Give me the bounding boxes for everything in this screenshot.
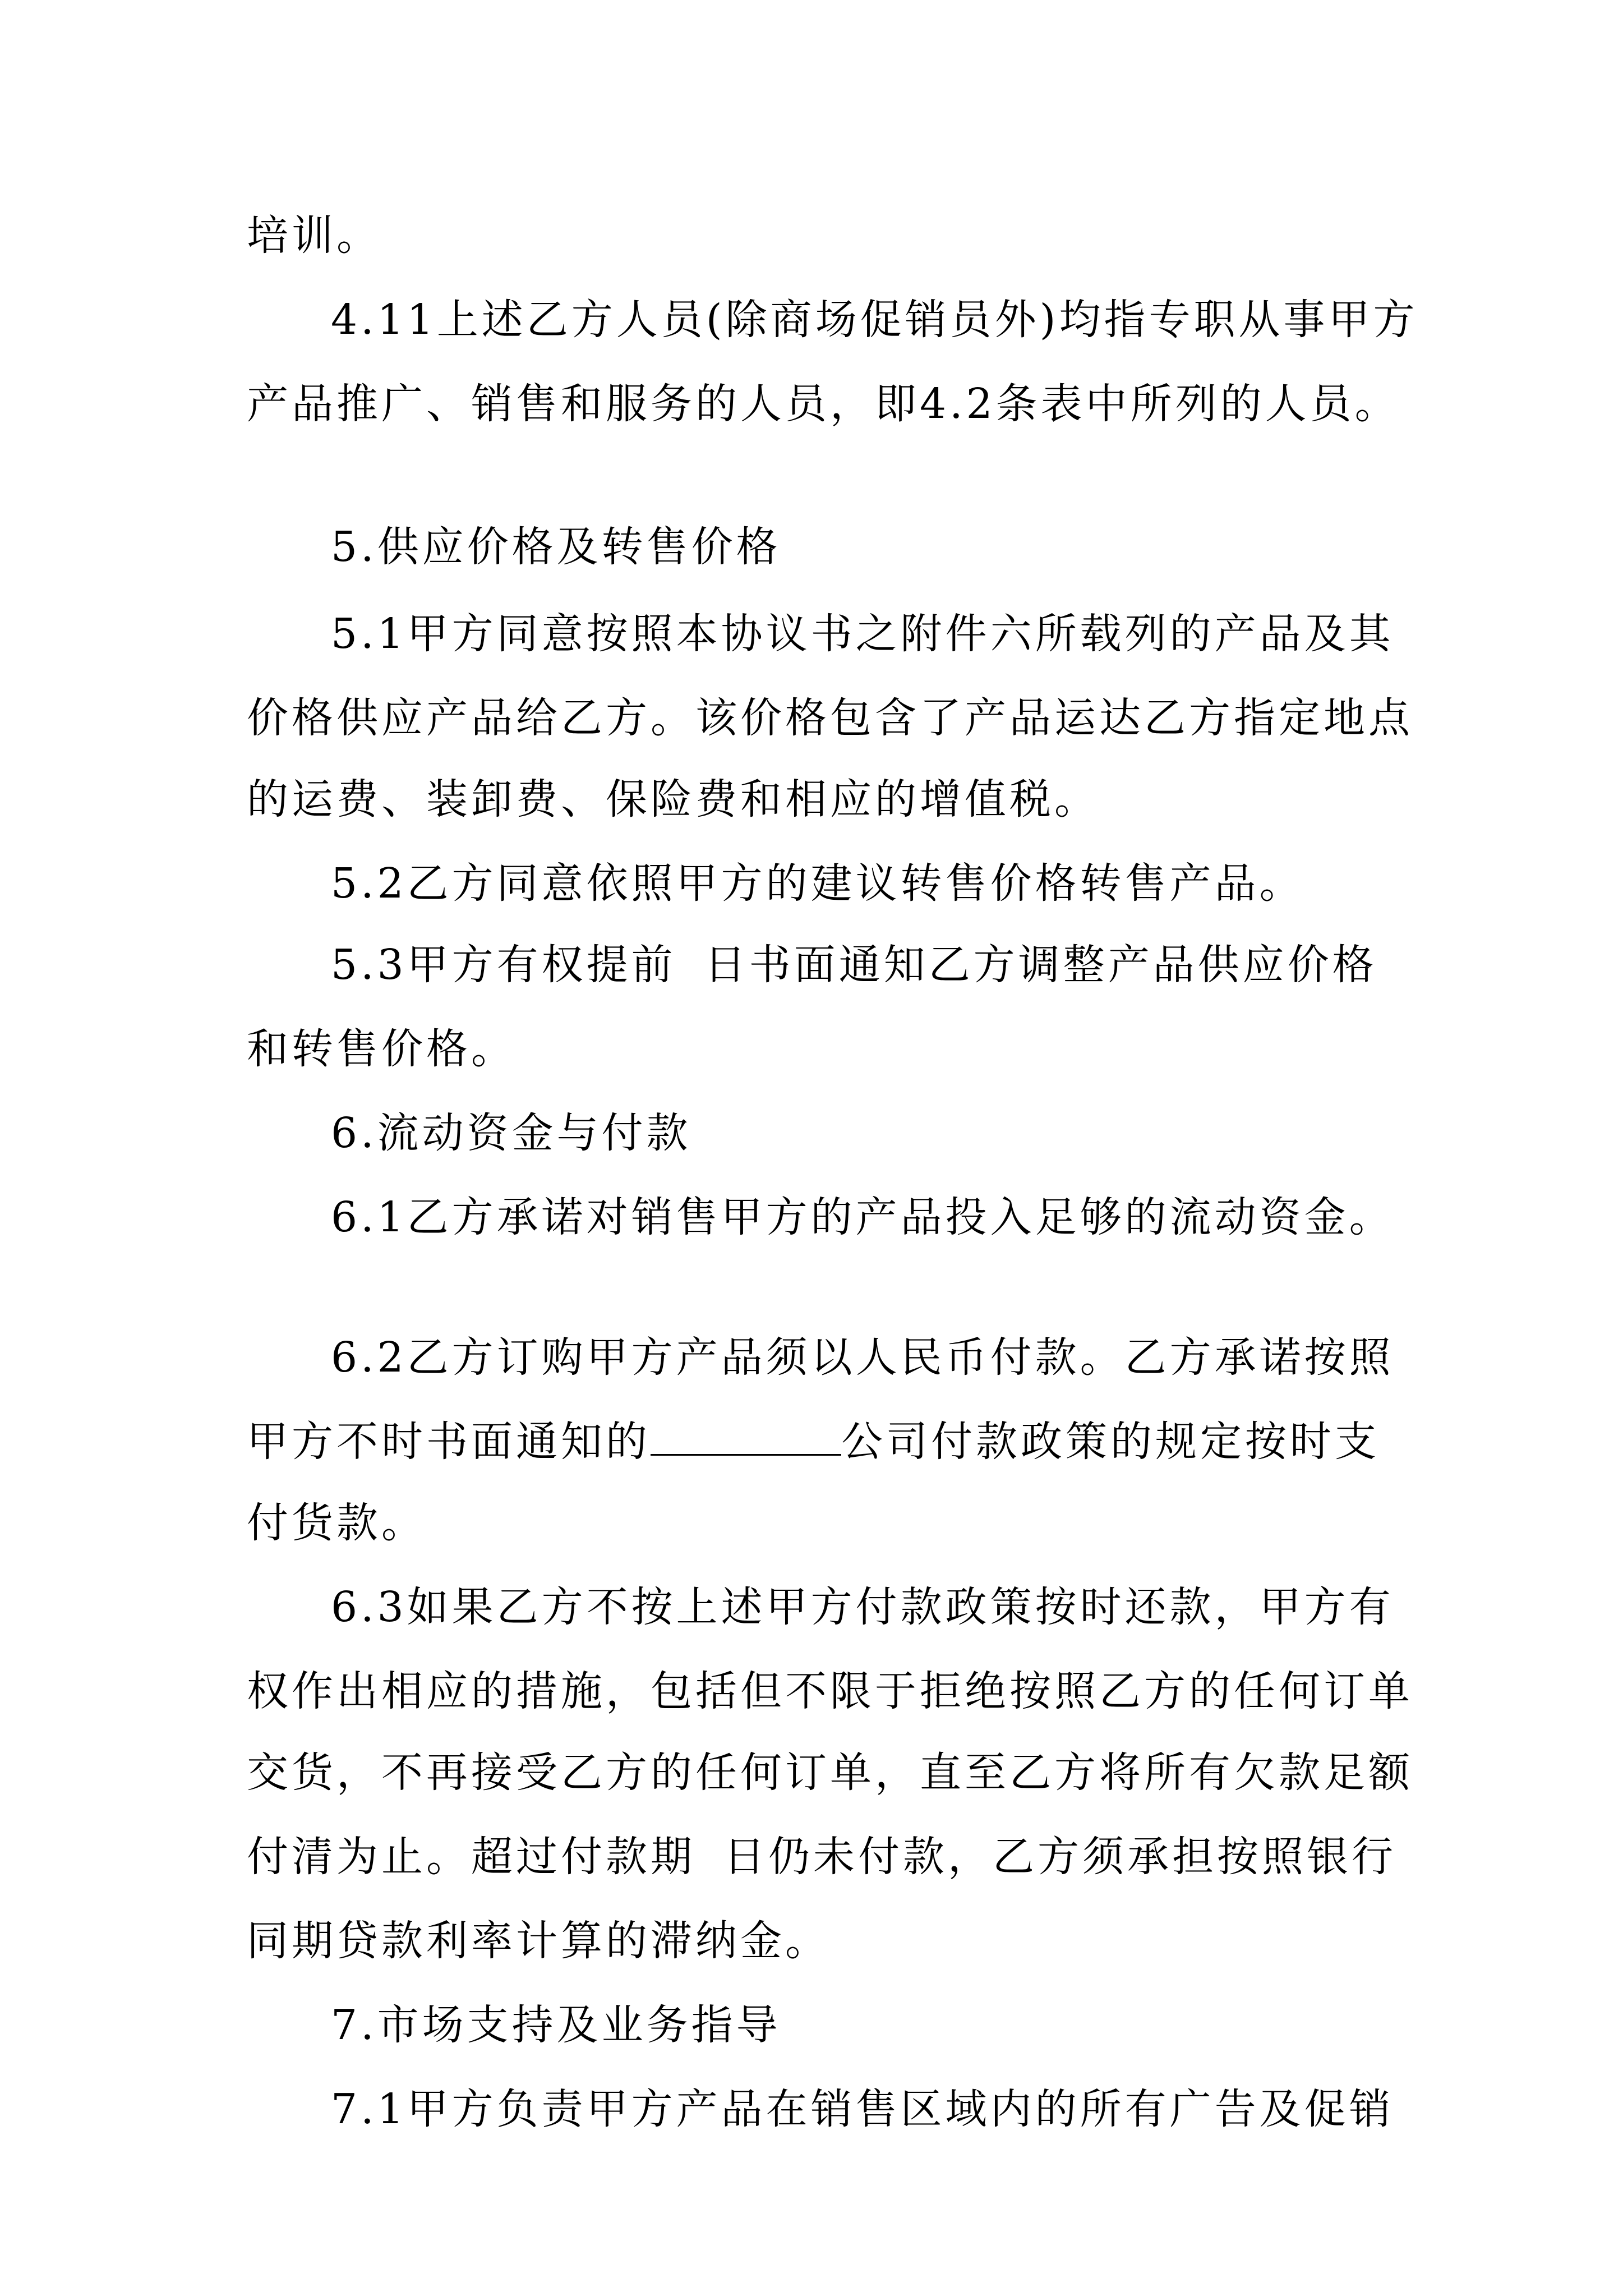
text-line: 价格供应产品给乙方。该价格包含了产品运达乙方指定地点 [247,694,1413,742]
text-line: 5.1甲方同意按照本协议书之附件六所载列的产品及其 [331,610,1394,658]
text-line: 4.11上述乙方人员(除商场促销员外)均指专职从事甲方 [331,296,1418,344]
text-line: 付货款。 [247,1499,426,1547]
text-line: 6.2乙方订购甲方产品须以人民币付款。乙方承诺按照 [331,1333,1394,1382]
text-line: 培训。 [247,211,381,260]
fill-in-blank [651,1420,841,1456]
text-line: 5.2乙方同意依照甲方的建议转售价格转售产品。 [331,859,1304,908]
text-line: 同期贷款利率计算的滞纳金。 [247,1917,830,1965]
text-line: 6.3如果乙方不按上述甲方付款政策按时还款，甲方有 [331,1583,1394,1631]
text-segment: 甲方不时书面通知的 [247,1418,651,1466]
text-segment: 公司付款政策的规定按时支 [841,1418,1380,1466]
text-line: 6.1乙方承诺对销售甲方的产品投入足够的流动资金。 [331,1193,1394,1241]
text-line [247,1414,1424,1470]
text-segment: 日仍未付款，乙方须承担按照银行 [723,1833,1396,1881]
text-line: 的运费、装卸费、保险费和相应的增值税。 [247,775,1099,823]
text-segment: 日书面通知乙方调整产品供应价格 [704,941,1377,989]
text-segment: 5.3甲方有权提前 [331,941,676,989]
section-heading: 6.流动资金与付款 [331,1109,691,1157]
text-line [247,1829,1424,1885]
text-line: 产品推广、销售和服务的人员，即4.2条表中所列的人员。 [247,380,1400,428]
section-heading: 7.市场支持及业务指导 [331,2001,781,2049]
text-line: 7.1甲方负责甲方产品在销售区域内的所有广告及促销 [331,2085,1394,2133]
text-line: 交货，不再接受乙方的任何订单，直至乙方将所有欠款足额 [247,1749,1413,1797]
text-line: 权作出相应的措施，包括但不限于拒绝按照乙方的任何订单 [247,1667,1413,1715]
text-line [331,937,1509,993]
section-heading: 5.供应价格及转售价格 [331,523,781,571]
text-line: 和转售价格。 [247,1025,516,1073]
text-segment: 付清为止。超过付款期 [247,1833,695,1881]
